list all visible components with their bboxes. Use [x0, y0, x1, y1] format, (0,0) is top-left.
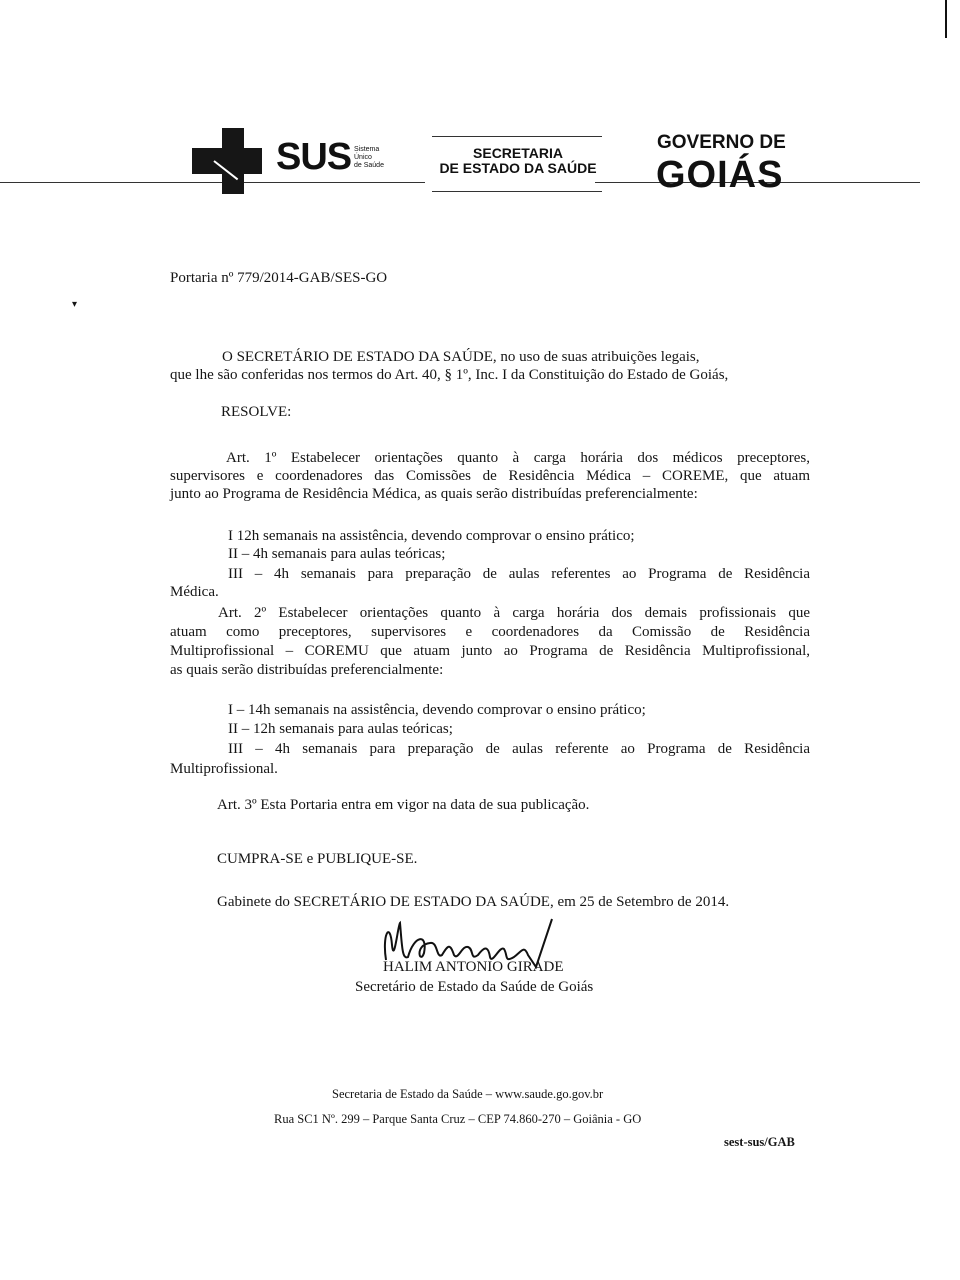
resolve-heading: RESOLVE:: [221, 404, 292, 420]
sus-subtitle: [354, 146, 384, 170]
gabinete-date: Gabinete do SECRETÁRIO DE ESTADO DA SAÚDE, em 25 de Setembro de 2014.: [217, 894, 730, 910]
art1-line: supervisores e coordenadores das Comissões de Residência Médica – COREME, que atuam: [170, 468, 810, 484]
secretaria-top-rule: [432, 136, 602, 137]
art2-line: Multiprofissional – COREMU que atuam junto ao Programa de Residência Multiprofissional,: [170, 643, 810, 659]
footer-address: Rua SC1 Nº. 299 – Parque Santa Cruz – CEP 74.860-270 – Goiânia - GO: [274, 1112, 642, 1126]
art1-line: Art. 1º Estabelecer orientações quanto à carga horária dos médicos preceptores,: [226, 450, 810, 466]
signer-title: Secretário de Estado da Saúde de Goiás: [355, 979, 594, 995]
sus-subtitle-line: Sistema: [354, 146, 380, 153]
article-3: Art. 3º Esta Portaria entra em vigor na data de sua publicação.: [217, 797, 590, 813]
art1-line: junto ao Programa de Residência Médica, as quais serão distribuídas preferencialmente:: [170, 486, 698, 502]
art1-item: II – 4h semanais para aulas teóricas;: [228, 546, 446, 562]
art1-item: III – 4h semanais para preparação de aulas referentes ao Programa de Residência: [228, 566, 810, 582]
art2-item: III – 4h semanais para preparação de aulas referente ao Programa de Residência: [228, 741, 810, 757]
scan-edge-mark: [945, 0, 947, 38]
governo-line1: GOVERNO DE: [657, 132, 786, 153]
secretaria-logo: [430, 146, 606, 176]
art2-line: as quais serão distribuídas preferencialmente:: [170, 662, 444, 678]
secretaria-line2: DE ESTADO DA SAÚDE: [439, 160, 597, 176]
cumpra-publique: CUMPRA-SE e PUBLIQUE-SE.: [217, 851, 418, 867]
preamble-line1: O SECRETÁRIO DE ESTADO DA SAÚDE, no uso de suas atribuições legais,: [222, 349, 700, 365]
scan-mark: ▾: [72, 299, 78, 310]
signer-name: HALIM ANTONIO GIRADE: [383, 959, 564, 975]
governo-line2: GOIÁS: [656, 154, 784, 196]
preamble-line2: que lhe são conferidas nos termos do Art. 40, § 1º, Inc. I da Constituição do Estado de Goiás,: [170, 367, 729, 383]
sus-subtitle-line: Único: [354, 154, 372, 161]
sus-logo-text: SUS: [276, 136, 352, 178]
art1-item-cont: Médica.: [170, 584, 219, 600]
header-rule-left: [0, 182, 425, 183]
art2-item-cont: Multiprofissional.: [170, 761, 278, 777]
footer-code: sest-sus/GAB: [724, 1135, 795, 1149]
secretaria-bottom-rule: [432, 191, 602, 192]
secretaria-line1: SECRETARIA: [473, 145, 563, 161]
art2-line: Art. 2º Estabelecer orientações quanto à carga horária dos demais profissionais que: [218, 605, 810, 621]
art2-item: II – 12h semanais para aulas teóricas;: [228, 721, 453, 737]
art2-line: atuam como preceptores, supervisores e coordenadores da Comissão de Residência: [170, 624, 810, 640]
footer-website: Secretaria de Estado da Saúde – www.saude.go.gov.br: [332, 1087, 604, 1101]
sus-subtitle-line: de Saúde: [354, 162, 384, 169]
portaria-number: Portaria nº 779/2014-GAB/SES-GO: [170, 270, 388, 286]
art2-item: I – 14h semanais na assistência, devendo comprovar o ensino prático;: [228, 702, 646, 718]
art1-item: I 12h semanais na assistência, devendo comprovar o ensino prático;: [228, 528, 635, 544]
